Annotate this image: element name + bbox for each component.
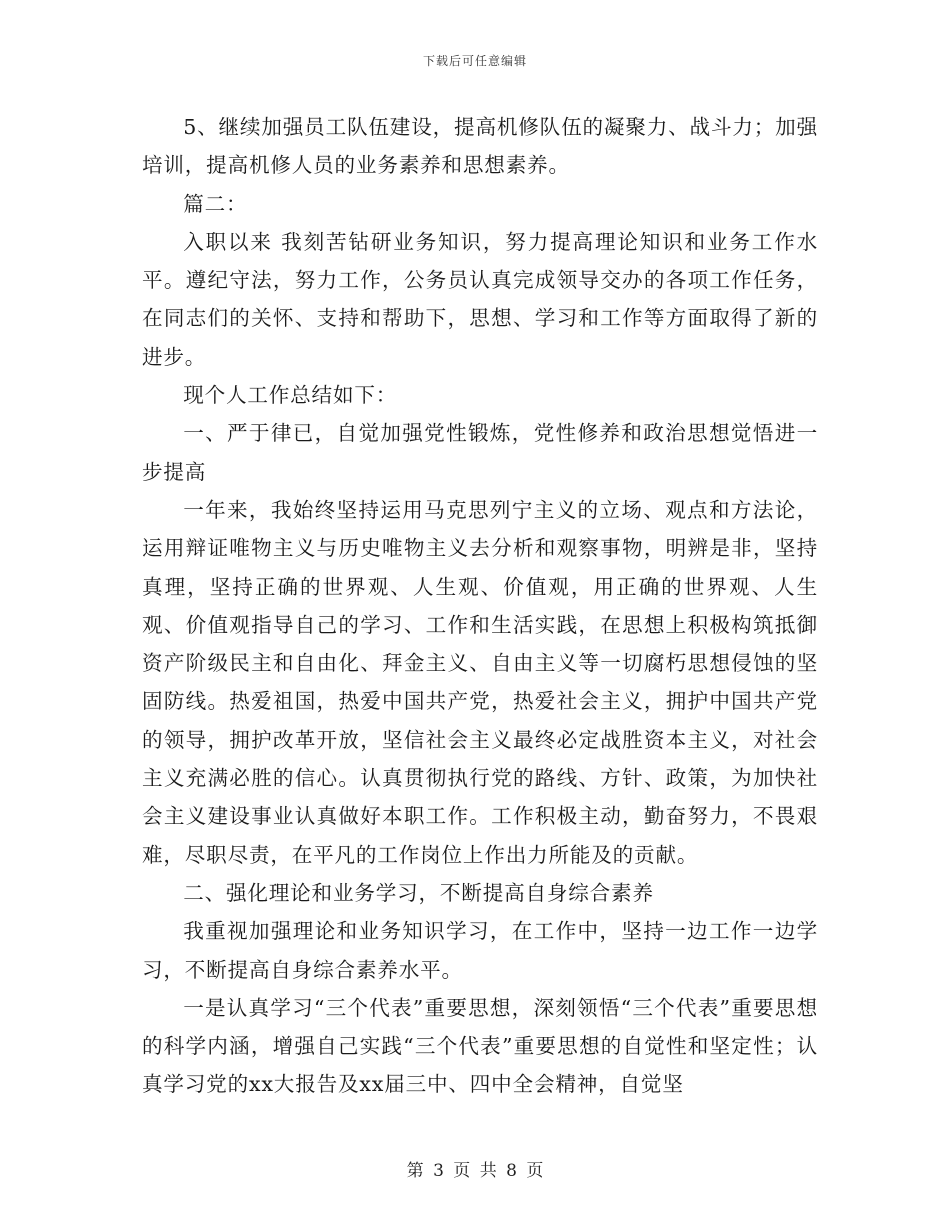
paragraph: 我重视加强理论和业务知识学习，在工作中，坚持一边工作一边学习，不断提高自身综合素养水平。 [142,919,818,982]
paragraph: 现个人工作总结如下： [183,383,398,408]
paragraph: 一年来，我始终坚持运用马克思列宁主义的立场、观点和方法论，运用辩证唯物主义与历史唯物主义去分析和观察事物，明辨是非，坚持真理，坚持正确的世界观、人生观、价值观，用正确的世界观、人生观、价值观指导自己的学习、工作和生活实践，在思想上积极构筑抵御资产阶级民主和自由化、拜金主义、自由主义等一切腐朽思想侵蚀的坚固防线。热爱祖国，热爱中国共产党，热爱社会主义，拥护中国共产党的领导，拥护改革开放，坚信社会主义最终必定战胜资本主义，对社会主义充满必胜的信心。认真贯彻执行党的路线、方针、政策，为加快社会主义建设事业认真做好本职工作。工作积极主动，勤奋努力，不畏艰难，尽职尽责，在平凡的工作岗位上作出力所能及的贡献。 [142,497,818,867]
page-header-note: 下载后可任意编辑 [422,54,527,68]
paragraph: 5、继续加强员工队伍建设，提高机修队伍的凝聚力、战斗力；加强培训，提高机修人员的业务素养和思想素养。 [142,115,818,178]
paragraph: 一是认真学习“三个代表”重要思想，深刻领悟“三个代表”重要思想的科学内涵，增强自己实践“三个代表”重要思想的自觉性和坚定性；认真学习党的xx大报告及xx届三中、四中全会精神，自觉坚 [142,995,818,1097]
document-body [142,108,818,1104]
paragraph: 入职以来 我刻苦钻研业务知识，努力提高理论知识和业务工作水平。遵纪守法，努力工作，公务员认真完成领导交办的各项工作任务，在同志们的关怀、支持和帮助下，思想、学习和工作等方面取得了新的进步。 [142,229,818,369]
section-heading: 篇二： [183,191,248,216]
section-heading: 一、严于律已，自觉加强党性锻炼，党性修养和政治思想觉悟进一步提高 [142,421,818,484]
section-heading: 二、强化理论和业务学习，不断提高自身综合素养 [183,880,654,905]
page-number-footer: 第 3 页 共 8 页 [406,1161,544,1181]
